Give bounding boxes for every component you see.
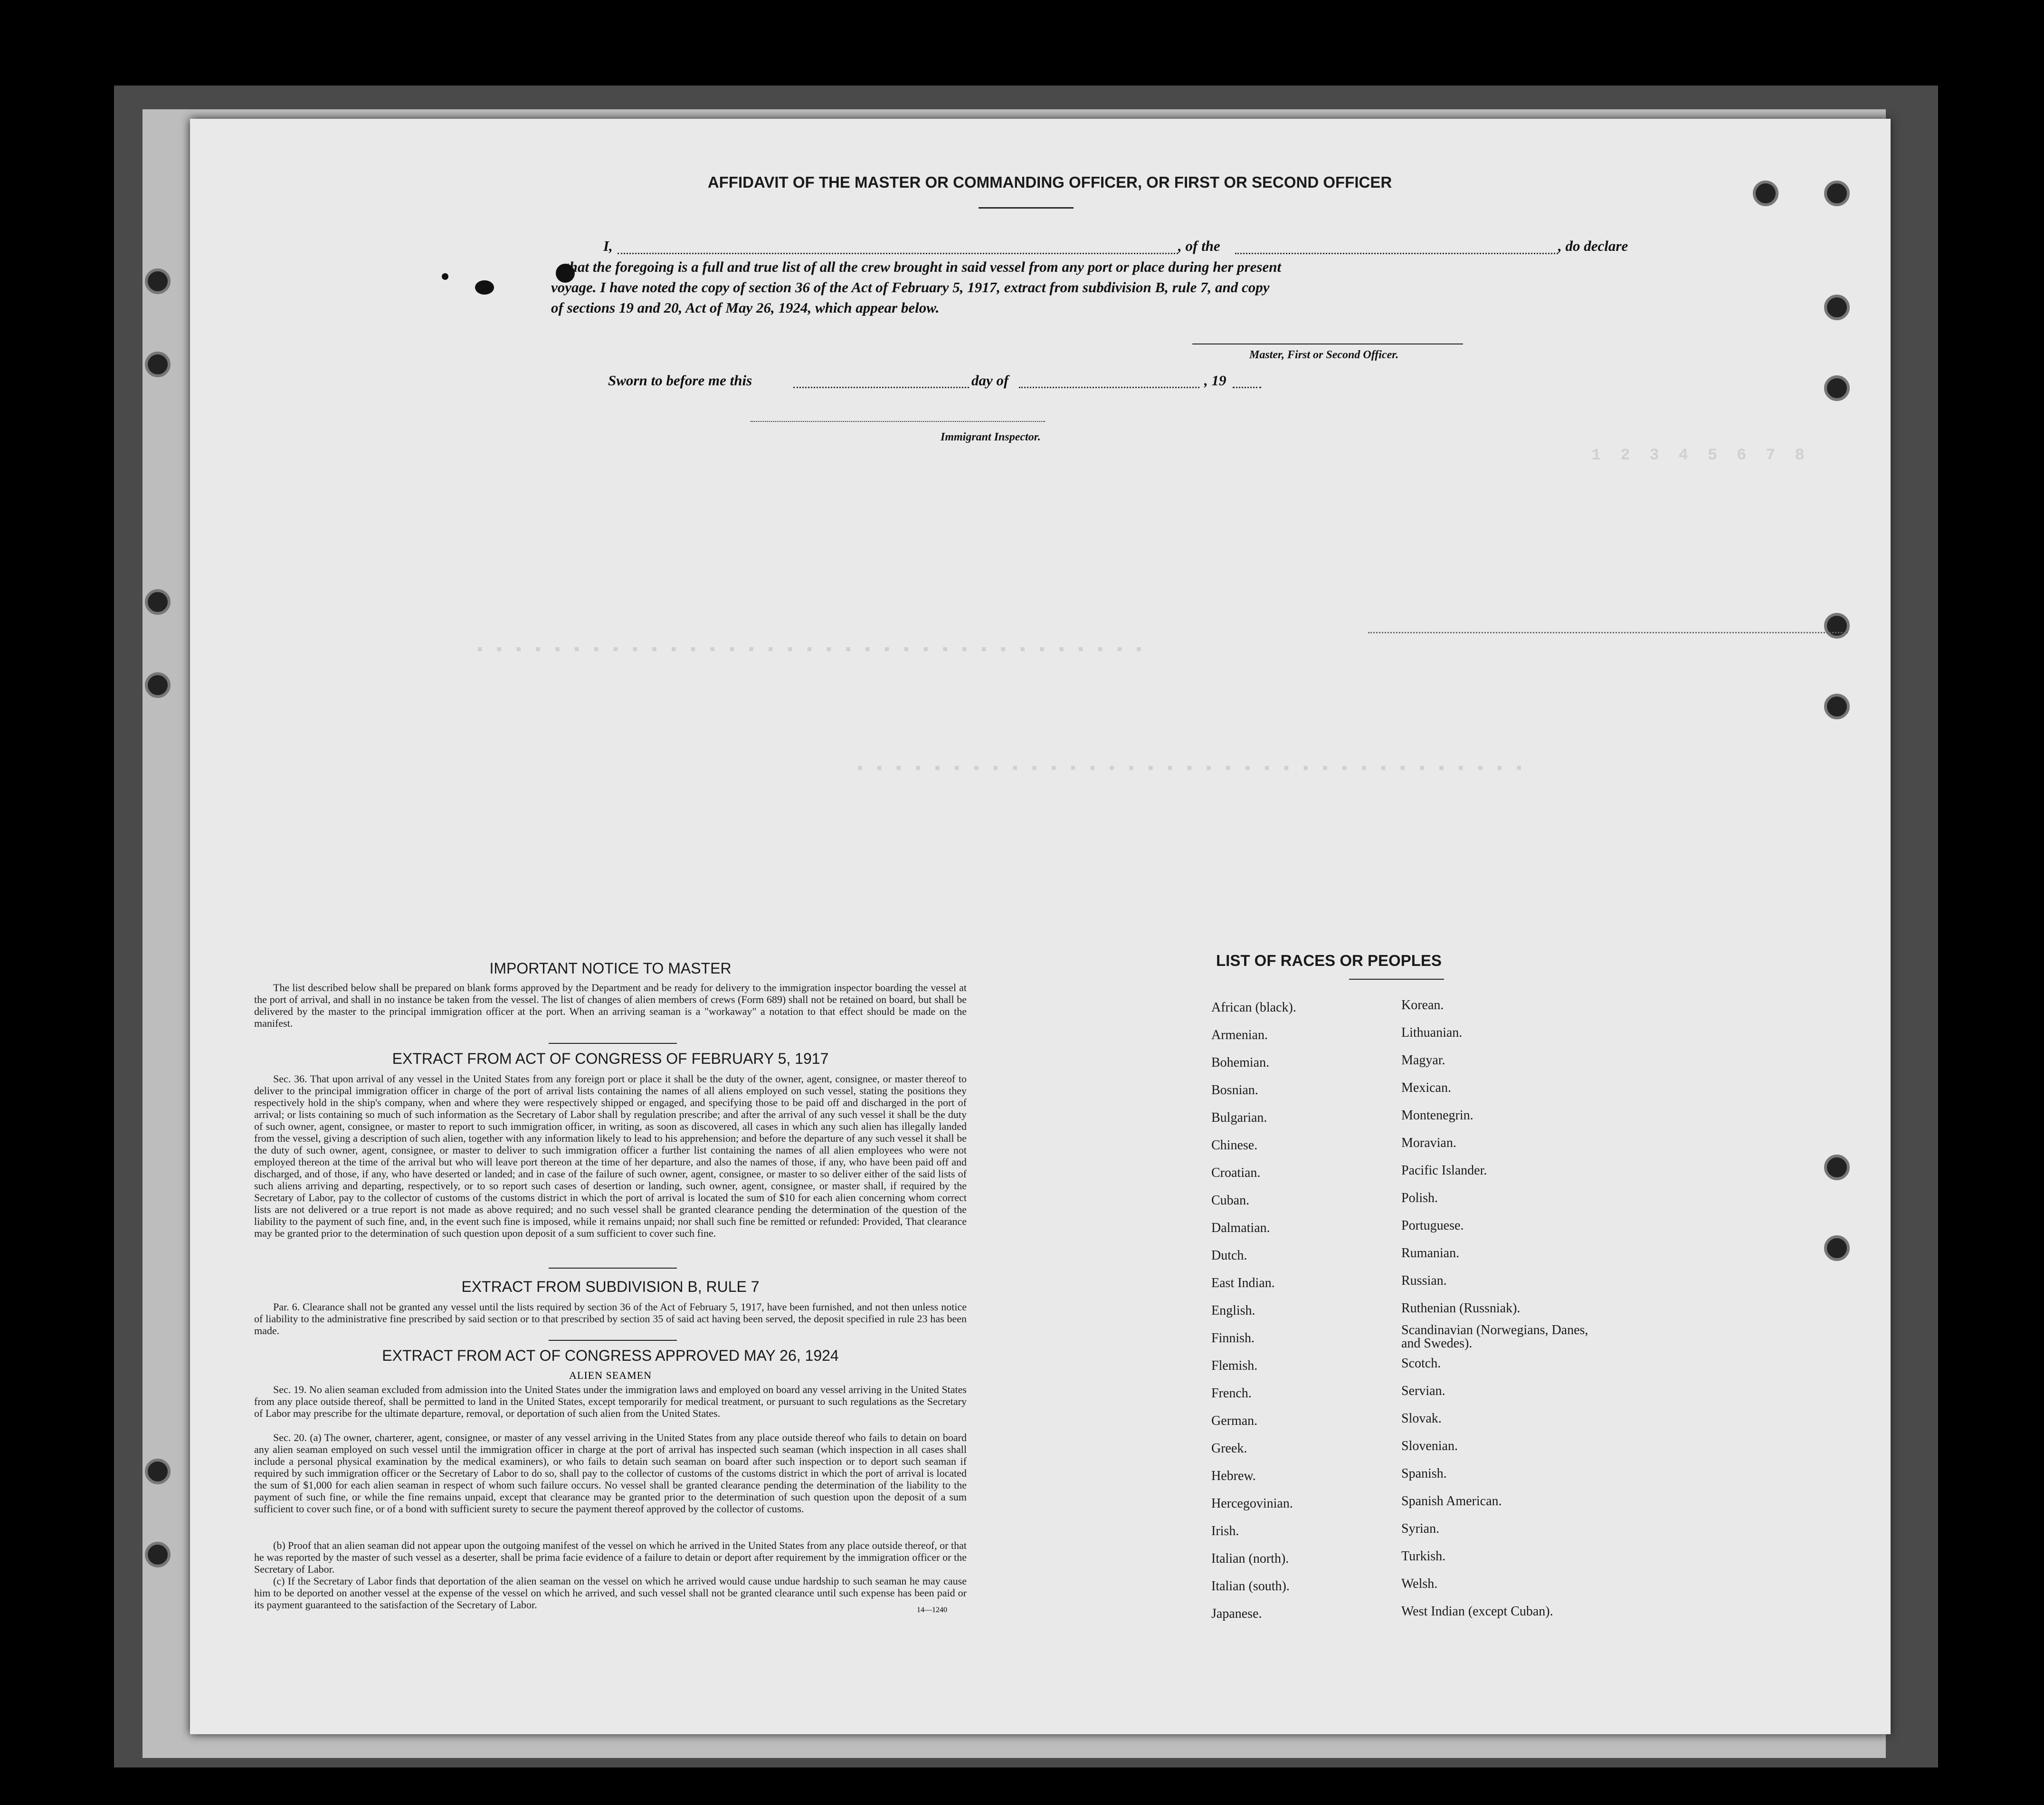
vessel-line bbox=[1235, 253, 1558, 254]
sworn-month-line bbox=[1019, 387, 1199, 388]
race-right: Polish. bbox=[1401, 1191, 1438, 1205]
race-right: Lithuanian. bbox=[1401, 1025, 1463, 1040]
race-left: Hercegovinian. bbox=[1211, 1496, 1293, 1511]
section-divider bbox=[549, 1043, 677, 1044]
race-left: Chinese. bbox=[1211, 1138, 1258, 1153]
binder-hole bbox=[145, 352, 171, 377]
notice-title: IMPORTANT NOTICE TO MASTER bbox=[489, 960, 732, 977]
day-of-label: day of bbox=[971, 372, 1009, 389]
race-left: Hebrew. bbox=[1211, 1469, 1256, 1483]
section-divider bbox=[549, 1340, 677, 1341]
bleed-through-rule bbox=[1368, 632, 1848, 633]
race-right: Slovenian. bbox=[1401, 1439, 1458, 1453]
race-left: Flemish. bbox=[1211, 1358, 1258, 1373]
manifest-back-page bbox=[190, 119, 1891, 1734]
race-left: Japanese. bbox=[1211, 1606, 1262, 1621]
affidavit-line-3: of sections 19 and 20, Act of May 26, 1924, which appear below. bbox=[551, 299, 940, 316]
binder-hole bbox=[1824, 181, 1850, 206]
race-right: Turkish. bbox=[1401, 1549, 1446, 1564]
section-divider bbox=[549, 1268, 677, 1269]
race-right: West Indian (except Cuban). bbox=[1401, 1604, 1553, 1619]
race-right: Servian. bbox=[1401, 1384, 1445, 1398]
race-left: Finnish. bbox=[1211, 1331, 1255, 1346]
race-right: Syrian. bbox=[1401, 1521, 1440, 1536]
notice-body: The list described below shall be prepared on blank forms approved by the Department and be ready for delivery to the immigration inspector boarding the vessel at the port of arrival, and shall in no instance be taken from the vessel. The list of changes of alien members of crews (Form 689) shall not be retained on board, but shall be delivered by the master to the principal immigration officer at the port. When an arriving seaman is a "workaway" a notation to that effect should be made on the manifest. bbox=[254, 982, 967, 1029]
race-right: Moravian. bbox=[1401, 1136, 1456, 1150]
races-title-underline bbox=[1349, 979, 1444, 980]
extract-1917-title: EXTRACT FROM ACT OF CONGRESS OF FEBRUARY 5, 1917 bbox=[392, 1050, 829, 1067]
race-right: Ruthenian (Russniak). bbox=[1401, 1301, 1521, 1316]
binder-hole bbox=[1824, 1155, 1850, 1180]
race-left: African (black). bbox=[1211, 1000, 1296, 1015]
form-number: 14—1240 bbox=[917, 1606, 947, 1614]
race-left: French. bbox=[1211, 1386, 1252, 1401]
binder-hole bbox=[145, 672, 171, 698]
race-left: Bulgarian. bbox=[1211, 1110, 1267, 1125]
ink-blot bbox=[442, 273, 448, 280]
binder-hole bbox=[1824, 375, 1850, 401]
race-right: Slovak. bbox=[1401, 1411, 1442, 1426]
race-right: Korean. bbox=[1401, 998, 1444, 1012]
sec-20b-body: (b) Proof that an alien seaman did not appear upon the outgoing manifest of the vessel on which he arrived in the United States from any place outside thereof, or that he was reported by the master of such vessel as a deserter, shall be prima facie evidence of a failure to detain or deport after requirement by the immigration officer or the Secretary of Labor. bbox=[254, 1539, 967, 1575]
sworn-year-line bbox=[1233, 387, 1261, 388]
race-left: Armenian. bbox=[1211, 1028, 1268, 1042]
sec-20a-body: Sec. 20. (a) The owner, charterer, agent, consignee, or master of any vessel arriving in the United States from any place outside thereof who fails to detain on board any alien seaman employed on such vessel until the immigration officer in charge at the port of arrival has inspected such seaman (which inspection in all cases shall include a personal physical examination by the medical examiners), or who fails to detain such seaman on board after such inspection or to deport such seaman if required by such immigration officer or the Secretary of Labor to do so, shall pay to the collector of customs of the customs district in which the port of arrival is located the sum of $1,000 for each alien seaman in respect of whom such failure occurs. No vessel shall be granted clearance pending the determination of the liability to the payment of such fine, or while the fine remains unpaid, except that clearance may be granted prior to the determination of such question upon the deposit of a sum sufficient to cover such fine, or of a bond with sufficient surety to secure the payment thereof approved by the collector of customs. bbox=[254, 1432, 967, 1515]
ink-blot bbox=[475, 280, 494, 295]
binder-hole bbox=[145, 1459, 171, 1484]
inspector-label: Immigrant Inspector. bbox=[941, 431, 1041, 443]
subdivision-title: EXTRACT FROM SUBDIVISION B, RULE 7 bbox=[461, 1278, 760, 1295]
title-underline bbox=[979, 207, 1074, 209]
binder-hole bbox=[1824, 694, 1850, 719]
binder-hole bbox=[145, 1542, 171, 1567]
binder-hole bbox=[145, 268, 171, 294]
extract-1924-title: EXTRACT FROM ACT OF CONGRESS APPROVED MAY 26, 1924 bbox=[382, 1347, 839, 1364]
binder-hole bbox=[1753, 181, 1778, 206]
race-right: Mexican. bbox=[1401, 1080, 1451, 1095]
race-right: Spanish. bbox=[1401, 1466, 1447, 1481]
race-right: Scandinavian (Norwegians, Danes, and Swedes). bbox=[1401, 1323, 1588, 1351]
race-left: Italian (north). bbox=[1211, 1551, 1289, 1566]
race-left: East Indian. bbox=[1211, 1276, 1275, 1290]
name-line bbox=[618, 253, 1178, 254]
sec-19-body: Sec. 19. No alien seaman excluded from admission into the United States under the immigration laws and employed on board any vessel arriving in the United States from any place outside thereof, shall be permitted to land in the United States, except temporarily for medical treatment, or pursuant to such regulations as the Secretary of Labor may prescribe for the ultimate departure, removal, or deportation of such alien from the United States. bbox=[254, 1384, 967, 1419]
inspector-signature-line bbox=[751, 421, 1045, 422]
race-left: Greek. bbox=[1211, 1441, 1247, 1456]
bleed-through-text: ▪ ▪ ▪ ▪ ▪ ▪ ▪ ▪ ▪ ▪ ▪ ▪ ▪ ▪ ▪ ▪ ▪ ▪ ▪ ▪ ▪ ▪ ▪ ▪ ▪ ▪ ▪ ▪ ▪ ▪ ▪ ▪ ▪ ▪ ▪ bbox=[855, 760, 1524, 778]
race-left: Italian (south). bbox=[1211, 1579, 1290, 1594]
race-right: Rumanian. bbox=[1401, 1246, 1460, 1261]
sec-20c-body: (c) If the Secretary of Labor finds that deportation of the alien seaman on the vessel on which he arrived would cause undue hardship to such seaman he may cause him to be deported on another vessel at the expense of the vessel on which he arrived, and such vessel shall not be granted clearance until such expense has been paid or its payment guaranteed to the satisfaction of the Secretary of Labor. bbox=[254, 1575, 967, 1611]
affidavit-of-the: , of the bbox=[1178, 238, 1220, 254]
race-left: Irish. bbox=[1211, 1524, 1239, 1538]
subdivision-body: Par. 6. Clearance shall not be granted any vessel until the lists required by section 36 of the Act of February 5, 1917, have been furnished, and not then unless notice of liability to the administrative fine prescribed by said section or to that prescribed by section 35 of said act having been served, the deposit specified in rule 23 has been made. bbox=[254, 1301, 967, 1337]
affidavit-line-1: that the foregoing is a full and true list of all the crew brought in said vessel from any port or place during her present bbox=[565, 258, 1282, 275]
race-right: Magyar. bbox=[1401, 1053, 1445, 1068]
race-right: Spanish American. bbox=[1401, 1494, 1502, 1509]
year-label: , 19 bbox=[1204, 372, 1226, 389]
race-left: Dutch. bbox=[1211, 1248, 1247, 1263]
race-left: German. bbox=[1211, 1413, 1258, 1428]
race-left: Bosnian. bbox=[1211, 1083, 1258, 1098]
race-right: Montenegrin. bbox=[1401, 1108, 1474, 1123]
affidavit-title: AFFIDAVIT OF THE MASTER OR COMMANDING OFFICER, OR FIRST OR SECOND OFFICER bbox=[707, 173, 1392, 191]
binder-hole bbox=[1824, 613, 1850, 639]
affidavit-line-2: voyage. I have noted the copy of section 36 of the Act of February 5, 1917, extract from subdivision B, rule 7, and copy bbox=[551, 279, 1270, 296]
race-right: Scotch. bbox=[1401, 1356, 1441, 1371]
affidavit-i-label: I, bbox=[603, 238, 613, 254]
binder-hole bbox=[145, 589, 171, 615]
bleed-through-text: ▪ ▪ ▪ ▪ ▪ ▪ ▪ ▪ ▪ ▪ ▪ ▪ ▪ ▪ ▪ ▪ ▪ ▪ ▪ ▪ ▪ ▪ ▪ ▪ ▪ ▪ ▪ ▪ ▪ ▪ ▪ ▪ ▪ ▪ ▪ bbox=[475, 641, 1144, 659]
race-right: Pacific Islander. bbox=[1401, 1163, 1487, 1178]
binder-hole bbox=[1824, 1235, 1850, 1261]
affidavit-do-declare: , do declare bbox=[1558, 238, 1628, 254]
race-left: Bohemian. bbox=[1211, 1055, 1270, 1070]
alien-seamen-subtitle: ALIEN SEAMEN bbox=[569, 1369, 652, 1381]
race-right: Portuguese. bbox=[1401, 1218, 1464, 1233]
sworn-label: Sworn to before me this bbox=[608, 372, 752, 389]
extract-1917-body: Sec. 36. That upon arrival of any vessel in the United States from any foreign port or place it shall be the duty of the owner, agent, consignee, or master thereof to deliver to the principal immigration officer in charge of the port of arrival lists containing the names of all aliens employed on such vessel, stating the positions they respectively hold in the ship's company, when and where they were respectively shipped or engaged, and specifying those to be paid off and discharged in the port of arrival; or lists containing so much of such information as the Secretary of Labor shall by regulation prescribe; and after the arrival of any such vessel it shall be the duty of such owner, agent, consignee, or master to report to such immigration officer, in writing, as soon as discovered, all cases in which any such alien has illegally landed from the vessel, giving a description of such alien, together with any information likely to lead to his apprehension; and before the departure of any such vessel it shall be the duty of such owner, agent, consignee, or master to deliver to such immigration officer a further list containing the names of all alien employees who were not employed thereon at the time of the arrival but who will leave port thereon at the time of her departure, and also the names of those, if any, who have been paid off and discharged, and of those, if any, who have deserted or landed; and in case of the failure of such owner, agent, consignee, or master to so deliver either of the said lists of such aliens arriving and departing, respectively, or to so report such cases of desertion or landing, such owner, agent, consignee, or master shall, if required by the Secretary of Labor, pay to the collector of customs of the customs district in which the port of arrival is located the sum of $10 for each alien concerning whom correct lists are not delivered or a true report is not made as above required; and no such vessel shall be granted clearance pending the determination of the question of the liability to the payment of such fine, and, in the event such fine is imposed, while it remains unpaid; nor shall such fine be remitted or refunded: Provided, That clearance may be granted prior to the determination of such question upon deposit of a sum sufficient to cover such fine. bbox=[254, 1073, 967, 1239]
race-right: Welsh. bbox=[1401, 1576, 1438, 1591]
sworn-day-line bbox=[793, 387, 969, 388]
races-title: LIST OF RACES OR PEOPLES bbox=[1216, 952, 1442, 969]
race-right: Russian. bbox=[1401, 1273, 1447, 1288]
race-left: Croatian. bbox=[1211, 1165, 1261, 1180]
bleed-through-text: 1 2 3 4 5 6 7 8 bbox=[1591, 447, 1805, 465]
race-left: Cuban. bbox=[1211, 1193, 1250, 1208]
race-left: English. bbox=[1211, 1303, 1255, 1318]
race-left: Dalmatian. bbox=[1211, 1221, 1270, 1235]
master-label: Master, First or Second Officer. bbox=[1249, 349, 1399, 361]
binder-hole bbox=[1824, 295, 1850, 320]
